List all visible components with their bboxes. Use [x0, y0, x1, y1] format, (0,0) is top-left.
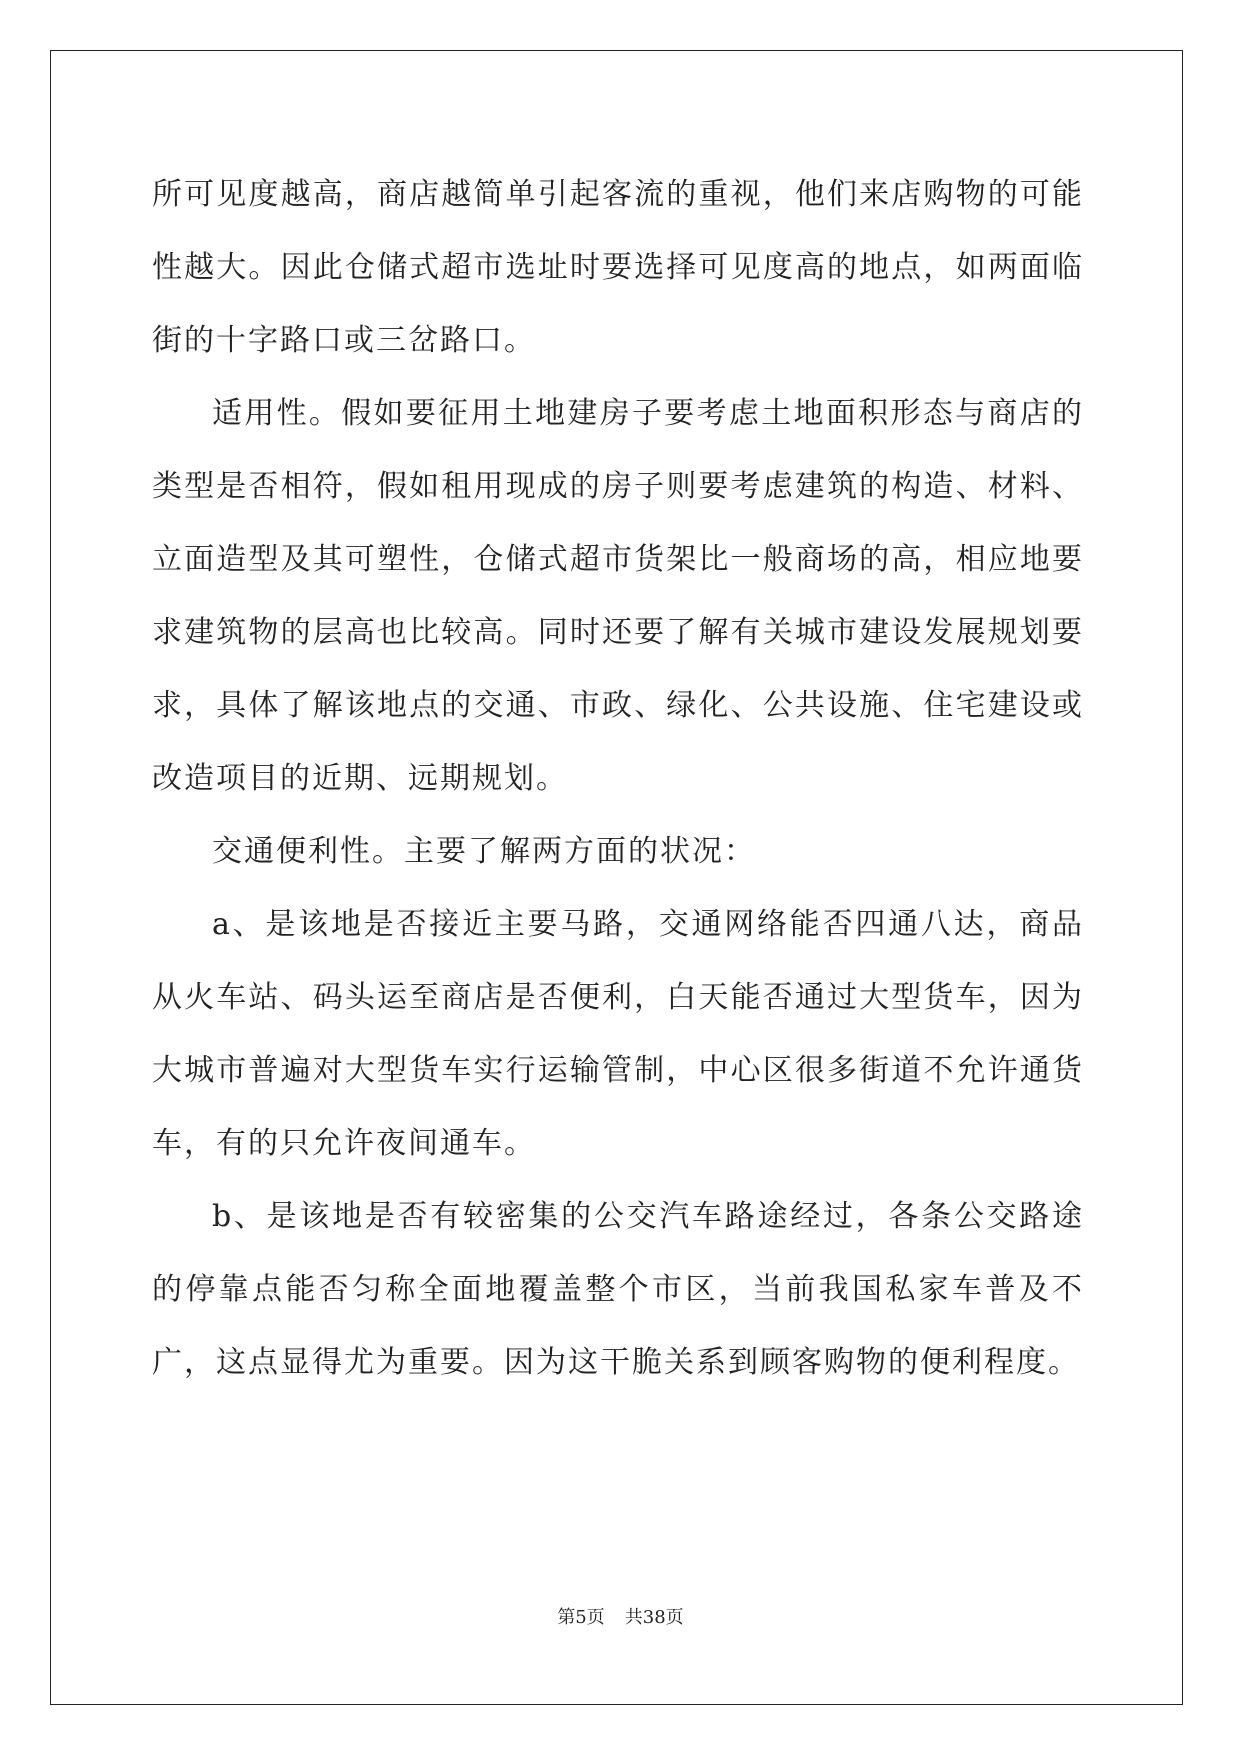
page-footer — [0, 1603, 1241, 1629]
paragraph-3: 交通便利性。主要了解两方面的状况： — [212, 834, 756, 869]
total-page-count: 共38页 — [624, 1607, 684, 1628]
current-page-number: 第5页 — [557, 1607, 605, 1628]
document-body — [152, 158, 1084, 1399]
paragraph-5: b、是该地是否有较密集的公交汽车路途经过，各条公交路途的停靠点能否匀称全面地覆盖整个市区，当前我国私家车普及不广，这点显得尤为重要。因为这干脆关系到顾客购物的便利程度。 — [152, 1199, 1084, 1380]
paragraph-4: a、是该地是否接近主要马路，交通网络能否四通八达，商品从火车站、码头运至商店是否便利，白天能否通过大型货车，因为大城市普遍对大型货车实行运输管制，中心区很多街道不允许通货车，有的只允许夜间通车。 — [152, 907, 1084, 1161]
paragraph-2: 适用性。假如要征用土地建房子要考虑土地面积形态与商店的类型是否相符，假如租用现成的房子则要考虑建筑的构造、材料、立面造型及其可塑性，仓储式超市货架比一般商场的高，相应地要求建筑物的层高也比较高。同时还要了解有关城市建设发展规划要求，具体了解该地点的交通、市政、绿化、公共设施、住宅建设或改造项目的近期、远期规划。 — [152, 396, 1084, 796]
paragraph-1: 所可见度越高，商店越简单引起客流的重视，他们来店购物的可能性越大。因此仓储式超市选址时要选择可见度高的地点，如两面临街的十字路口或三岔路口。 — [152, 177, 1084, 358]
